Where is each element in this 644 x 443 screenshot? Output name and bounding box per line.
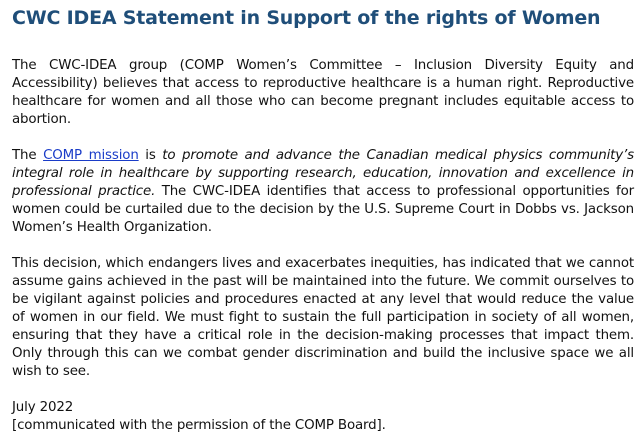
paragraph-mission bbox=[12, 147, 634, 237]
mission-quote: to promote and advance the Canadian medical physics community’s integral role in healthcare by supporting research, education, innovation and excellence in professional practice. bbox=[12, 148, 634, 199]
mission-connector: is bbox=[138, 148, 163, 163]
statement-date: July 2022 bbox=[12, 400, 74, 415]
signoff bbox=[12, 399, 634, 435]
mission-intro: The bbox=[12, 148, 44, 163]
mission-rest: The CWC-IDEA identifies that access to professional opportunities for women could be curtailed due to the decision by the U.S. Supreme Court in Dobbs vs. Jackson Women’s Health Organization. bbox=[12, 184, 634, 235]
statement-title: CWC IDEA Statement in Support of the rights of Women bbox=[12, 7, 601, 29]
board-permission-note: [communicated with the permission of the COMP Board]. bbox=[12, 418, 386, 433]
statement-document bbox=[12, 6, 634, 435]
comp-mission-link[interactable]: COMP mission bbox=[43, 148, 139, 163]
paragraph-commitment: This decision, which endangers lives and exacerbates inequities, has indicated that we cannot assume gains achieved in the past will be maintained into the future. We commit ourselves to be vigilant against policies and procedures enacted at any level that would reduce the value of women in our field. We must fight to sustain the full participation in society of all women, ensuring that they have a critical role in the decision-making processes that impact them. Only through this can we combat gender discrimination and build the inclusive space we all wish to see. bbox=[12, 256, 634, 379]
paragraph-rights: The CWC-IDEA group (COMP Women’s Committee – Inclusion Diversity Equity and Accessibility) believes that access to reproductive healthcare is a human right. Reproductive healthcare for women and all those who can become pregnant includes equitable access to abortion. bbox=[12, 58, 634, 127]
